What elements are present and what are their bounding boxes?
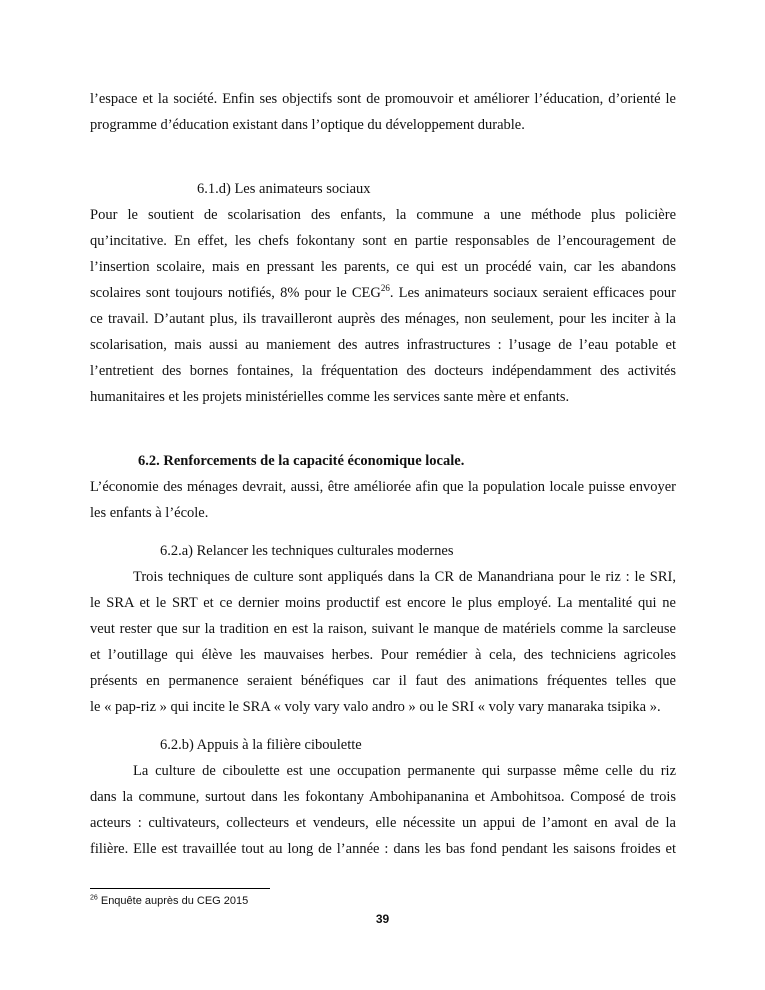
text-line: filière. Elle est travaillée tout au long de l’année : dans les bas fond pendant les saisons froides et [90,841,676,857]
text-line: Pour le soutient de scolarisation des enfants, la commune a une méthode plus policière [90,207,676,223]
text-line-with-footnote [90,280,676,306]
text-line: programme d’éducation existant dans l’optique du développement durable. [90,117,525,133]
text-line: l’espace et la société. Enfin ses objectifs sont de promouvoir et améliorer l’éducation, d’orienté le [90,91,676,107]
text-line: l’insertion scolaire, mais en pressant les parents, ce qui est un procédé vain, car les abandons [90,259,676,275]
text-line: La culture de ciboulette est une occupation permanente qui surpasse même celle du riz [133,763,676,779]
section-heading-6-1-d: 6.1.d) Les animateurs sociaux [197,181,371,197]
text-line: l’entretient des bornes fontaines, la fréquentation des docteurs indépendamment des activités [90,363,676,379]
paragraph-techniques-culturales [90,564,676,720]
text-line: les enfants à l’école. [90,505,209,521]
text-line: le « pap-riz » qui incite le SRA « voly vary valo andro » ou le SRI « voly vary manaraka tsipika ». [90,699,661,715]
text-line: ce travail. D’autant plus, ils travailleront auprès des ménages, non seulement, pour les inciter à la [90,311,676,327]
text-line: scolarisation, mais aussi au maniement des autres infrastructures : l’usage de l’eau potable et [90,337,676,353]
text-line: acteurs : cultivateurs, collecteurs et vendeurs, elle nécessite un appui de l’amont en aval de la [90,815,676,831]
footnote [90,895,248,907]
text-line: humanitaires et les projets ministérielles comme les services sante mère et enfants. [90,389,570,405]
text-line: L’économie des ménages devrait, aussi, être améliorée afin que la population locale puisse envoyer [90,479,676,495]
section-heading-6-2-a: 6.2.a) Relancer les techniques culturales modernes [160,543,454,559]
text-line: qu’incitative. En effet, les chefs fokontany sont en partie responsables de l’encouragement de [90,233,676,249]
footnote-text: Enquête auprès du CEG 2015 [97,895,249,907]
text-line: et l’outillage qui élève les mauvaises herbes. Pour remédier à cela, des techniciens agricoles [90,647,676,663]
paragraph-capacite-economique [90,474,676,526]
footnote-reference: 26 [380,283,390,294]
intro-paragraph [90,86,676,138]
text-segment: scolaires sont toujours notifiés, 8% pour le CEG [90,285,381,301]
page-number: 39 [375,912,390,926]
text-line: présents en permanence seraient bénéfiques car il faut des animations fréquentes telles que [90,673,676,689]
footnote-separator [90,888,270,889]
text-line: veut rester que sur la tradition en est la raison, suivant le manque de matériels comme la sarcleuse [90,621,676,637]
section-heading-6-2: 6.2. Renforcements de la capacité économique locale. [138,453,465,469]
text-line: dans la commune, surtout dans les fokontany Ambohipananina et Ambohitsoa. Composé de trois [90,789,676,805]
footnote-number: 26 [90,894,98,902]
paragraph-filiere-ciboulette [90,758,676,862]
text-line: le SRA et le SRT et ce dernier moins productif est encore le plus employé. La mentalité qui ne [90,595,676,611]
text-line: Trois techniques de culture sont appliqués dans la CR de Manandriana pour le riz : le SRI, [133,569,676,585]
text-segment: . Les animateurs sociaux seraient efficaces pour [389,285,676,301]
paragraph-animateurs-sociaux [90,202,676,410]
section-heading-6-2-b: 6.2.b) Appuis à la filière ciboulette [160,737,362,753]
